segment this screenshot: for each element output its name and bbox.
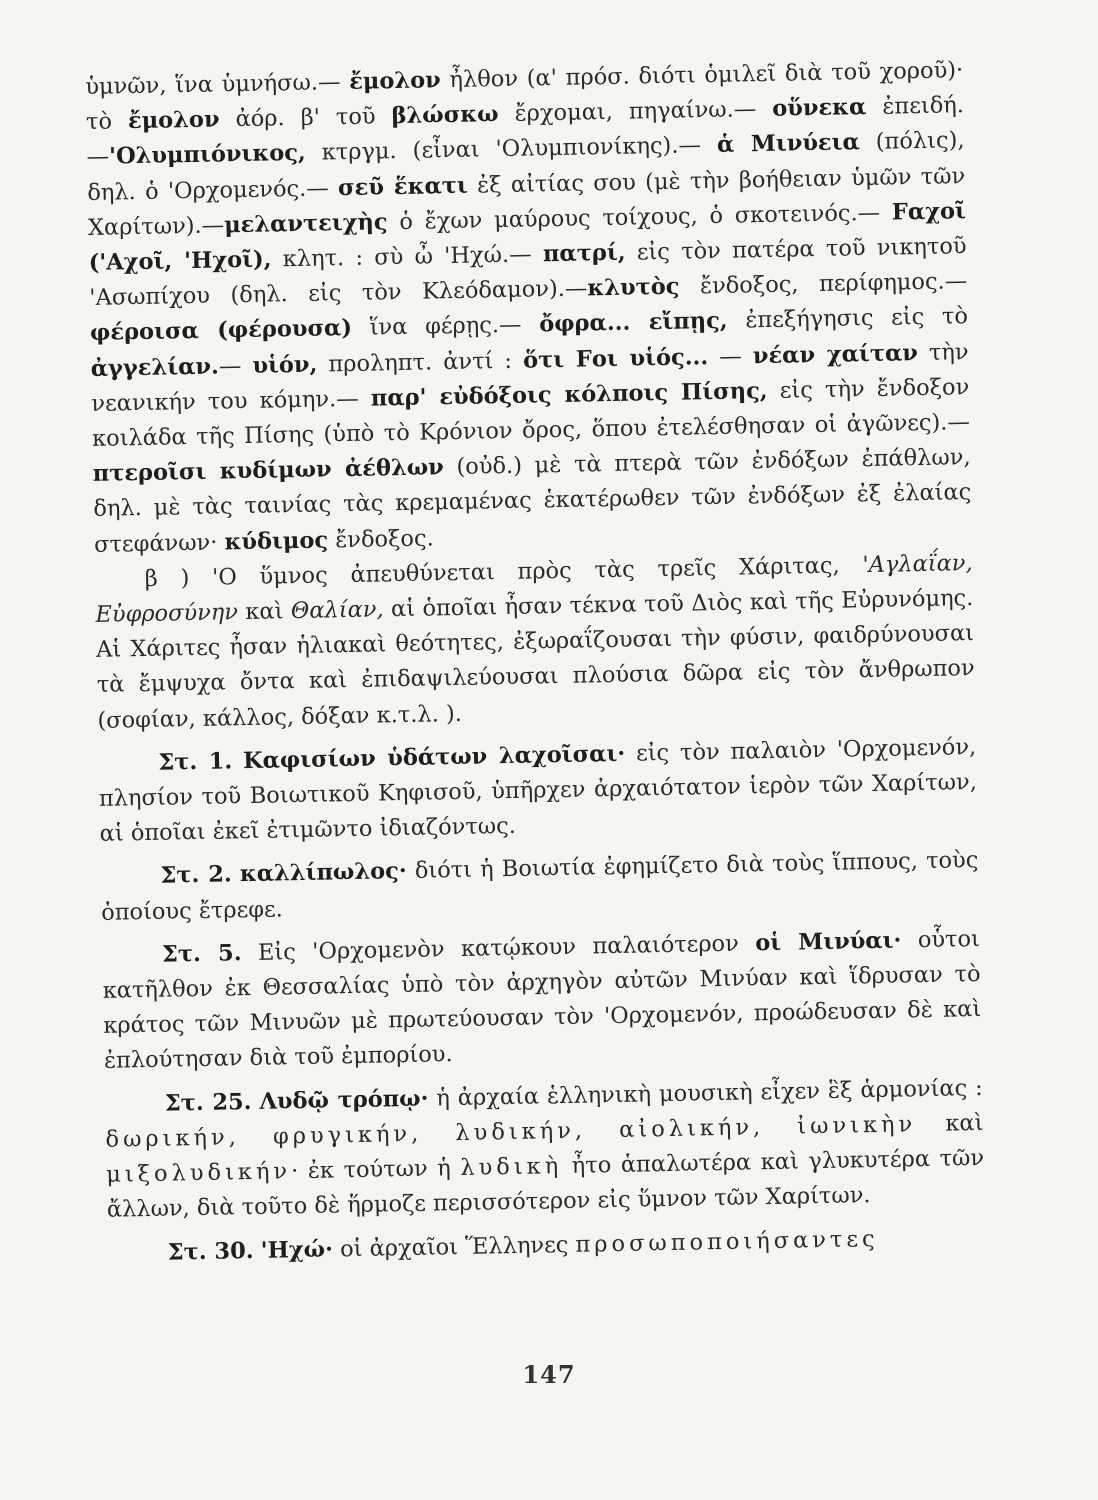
verse-note-25 bbox=[105, 1071, 986, 1229]
note-b-paragraph bbox=[94, 546, 975, 739]
lemma: ἁ Μινύεια bbox=[716, 129, 861, 159]
verse-ref: Στ. 25. bbox=[164, 1088, 252, 1117]
lemma: ὄφρα... εἴπῃς, bbox=[538, 308, 728, 338]
gloss-text: (οὐδ.) μὲ τὰ πτερὰ τῶν ἐνδόξων ἐπάθλων, δηλ. μὲ τὰς ταινίας τὰς κρεμαμένας ἑκατέρωθεν τῶν ἐνδόξων ἐξ ἐλαίας στεφάνων· bbox=[93, 444, 972, 558]
lemma: οἱ Μινύαι· bbox=[754, 927, 902, 957]
lemma: φέροισα (φέρουσα) bbox=[89, 315, 353, 347]
lemma: Fαχοῖ ('Αχοῖ, 'Ηχοῖ), bbox=[88, 197, 967, 276]
lemma: ἀγγελίαν. bbox=[90, 353, 220, 382]
verse-note-30 bbox=[107, 1219, 986, 1271]
gloss-text: ὁ ἔχων μαύρους τοίχους, ὁ σκοτεινός.— bbox=[387, 199, 893, 236]
gloss-text: ἔνδοξος. bbox=[327, 525, 434, 554]
note-text: 'Ο ὕμνος ἀπευθύνεται πρὸς τὰς τρεῖς Χάριτας, bbox=[189, 552, 863, 591]
gloss-text: εἰς τὸν πατέρα τοῦ νικητοῦ 'Ασωπίχου (δηλ. εἰς τὸν Κλεόδαμον).— bbox=[89, 233, 967, 312]
lemma: ἔμολον bbox=[127, 106, 220, 135]
lemma: υἱόν, bbox=[252, 351, 318, 379]
note-text: αἱ ὁποῖαι ἦσαν τέκνα τοῦ Διὸς καὶ τῆς Εὐρυνόμης. Αἱ Χάριτες ἦσαν ἡλιακαὶ θεότητες, ἐξωραΐζουσαι τὴν φύσιν, φαιδρύνουσαι τὰ ἔμψυχα ὄντα καὶ ἐπιδαψιλεύουσαι πλούσια δῶρα εἰς τὸν ἄνθρωπον (σοφίαν, κάλλος, δόξαν κ.τ.λ. ). bbox=[95, 585, 975, 734]
note-text: · ἐκ τούτων ἡ bbox=[290, 1155, 461, 1185]
gloss-text: τὴν νεανικήν του κόμην.— bbox=[91, 338, 969, 417]
verse-note-5 bbox=[102, 922, 983, 1080]
spaced-text: προσωποποιήσαντες bbox=[575, 1225, 879, 1258]
lemma: καλλίπωλος· bbox=[239, 858, 407, 888]
note-text: διότι ἡ Βοιωτία ἐφημίζετο διὰ τοὺς ἵππους, τοὺς ὁποίους ἔτρεφε. bbox=[100, 847, 979, 926]
gloss-text: ἔρχομαι, πηγαίνω.— bbox=[498, 96, 773, 128]
gloss-text: κτργμ. (εἶναι 'Ολυμπιονίκης).— bbox=[305, 132, 718, 167]
note-text: καὶ bbox=[915, 1109, 984, 1138]
verse-ref: Στ. 5. bbox=[161, 940, 242, 968]
lemma: ἔμολον bbox=[348, 67, 442, 95]
lemma: μελαντειχὴς bbox=[223, 209, 388, 239]
verse-ref: Στ. 1. bbox=[158, 748, 233, 776]
lemma: Λυδῷ τρόπῳ· bbox=[259, 1085, 429, 1115]
spaced-text: μιξολυδικήν bbox=[105, 1158, 292, 1188]
gloss-text: ὑμνῶν, ἵνα ὑμνήσω.— bbox=[85, 68, 350, 100]
spaced-text: λυδικὴ bbox=[460, 1153, 563, 1182]
gloss-text: (πόλις), δηλ. ὁ 'Ορχομενός.— bbox=[87, 127, 965, 206]
commentary-paragraph bbox=[85, 53, 972, 563]
note-text: οὗτοι κατῆλθον ἐκ Θεσσαλίας ὑπὸ τὸν ἀρχηγὸν αὐτῶν Μινύαν καὶ ἵδρυσαν τὸ κράτος τῶν Μινυῶν μὲ πρωτεύουσαν τὸν 'Ορχομενόν, προώδευσαν δὲ καὶ ἐπλούτησαν διὰ τοῦ ἐμπορίου. bbox=[102, 925, 982, 1075]
gloss-text: ἐπειδή.— bbox=[86, 92, 965, 171]
gloss-text: εἰς τὴν ἔνδοξον κοιλάδα τῆς Πίσης (ὑπὸ τὸ Κρόνιον ὄρος, ὅπου ἐτελέσθησαν οἱ ἀγῶνες).— bbox=[91, 373, 971, 452]
lemma: νέαν χαίταν bbox=[752, 339, 919, 369]
note-text: εἰς τὸν παλαιὸν 'Ορχομενόν, πλησίον τοῦ Βοιωτικοῦ Κηφισοῦ, ὑπῆρχεν ἀρχαιότατον ἱερὸν τῶν Χαρίτων, αἱ ὁποῖαι ἐκεῖ ἐτιμῶντο ἰδιαζόντως. bbox=[98, 733, 978, 848]
text-block bbox=[85, 53, 986, 1271]
note-text: οἱ ἀρχαῖοι Ἕλληνες bbox=[332, 1231, 576, 1262]
gloss-text: ἵνα φέρῃς.— bbox=[351, 311, 540, 342]
gloss-text: — bbox=[218, 352, 253, 380]
note-text: Εἰς 'Ορχομενὸν κατῴκουν παλαιότερον bbox=[241, 930, 756, 967]
note-text: καὶ bbox=[237, 598, 292, 626]
gloss-text: ἀόρ. β' τοῦ bbox=[219, 103, 392, 133]
lemma: Καφισίων ὑδάτων λαχοῖσαι· bbox=[242, 740, 626, 774]
lemma: 'Ηχώ· bbox=[260, 1235, 334, 1264]
page-number: 147 bbox=[522, 1360, 576, 1389]
gloss-text: προληπτ. ἀντί : bbox=[317, 347, 524, 378]
italic-names: 'Αγλαΐαν, Εὐφροσύνην bbox=[95, 549, 973, 628]
lemma: πατρί, bbox=[542, 239, 626, 268]
gloss-text: ἐπεξήγησις εἰς τὸ bbox=[727, 303, 969, 335]
lemma: οὕνεκα bbox=[772, 94, 867, 123]
verse-note-2 bbox=[100, 843, 979, 930]
lemma: βλώσκω bbox=[391, 101, 499, 130]
note-text: ἦτο ἁπαλωτέρα καὶ γλυκυτέρα τῶν ἄλλων, διὰ τοῦτο δὲ ἥρμοζε περισσότερον εἰς ὕμνον τῶν Χαρίτων. bbox=[106, 1145, 985, 1224]
lemma: πτεροῖσι κυδίμων ἀέθλων bbox=[92, 454, 445, 488]
gloss-text: ἔνδοξος, περίφημος.— bbox=[679, 268, 968, 300]
italic-names: Θαλίαν, bbox=[290, 596, 384, 625]
lemma: σεῦ ἕκατι bbox=[337, 172, 469, 201]
gloss-text: — bbox=[707, 342, 754, 370]
lemma: ὅτι Fοι υἱός... bbox=[522, 343, 709, 374]
verse-ref: Στ. 2. bbox=[160, 861, 232, 890]
gloss-text: κλητ. : σὺ ὦ 'Ηχώ.— bbox=[271, 241, 544, 273]
lemma: κύδιμος bbox=[224, 527, 329, 556]
lemma: παρ' εὐδόξοις κόλποις Πίσης, bbox=[370, 377, 768, 412]
lemma: κλυτὸς bbox=[587, 273, 680, 302]
spaced-text: δωρικήν, φρυγικήν, λυδικήν, αἰολικήν, ἰωνικὴν bbox=[105, 1111, 917, 1153]
note-marker: β ) bbox=[144, 564, 190, 592]
verse-ref: Στ. 30. bbox=[167, 1237, 254, 1266]
note-text: ἡ ἀρχαία ἑλληνικὴ μουσικὴ εἶχεν ἓξ ἁρμονίας : bbox=[428, 1074, 983, 1112]
gloss-text: ἐξ αἰτίας σου (μὲ τὴν βοήθειαν ὑμῶν τῶν Χαρίτων).— bbox=[87, 162, 966, 241]
lemma: 'Ολυμπιόνικος, bbox=[108, 140, 307, 170]
verse-note-1 bbox=[98, 730, 978, 852]
gloss-text: ἦλθον (α' πρόσ. διότι ὁμιλεῖ διὰ τοῦ χοροῦ)· τὸ bbox=[85, 57, 964, 136]
